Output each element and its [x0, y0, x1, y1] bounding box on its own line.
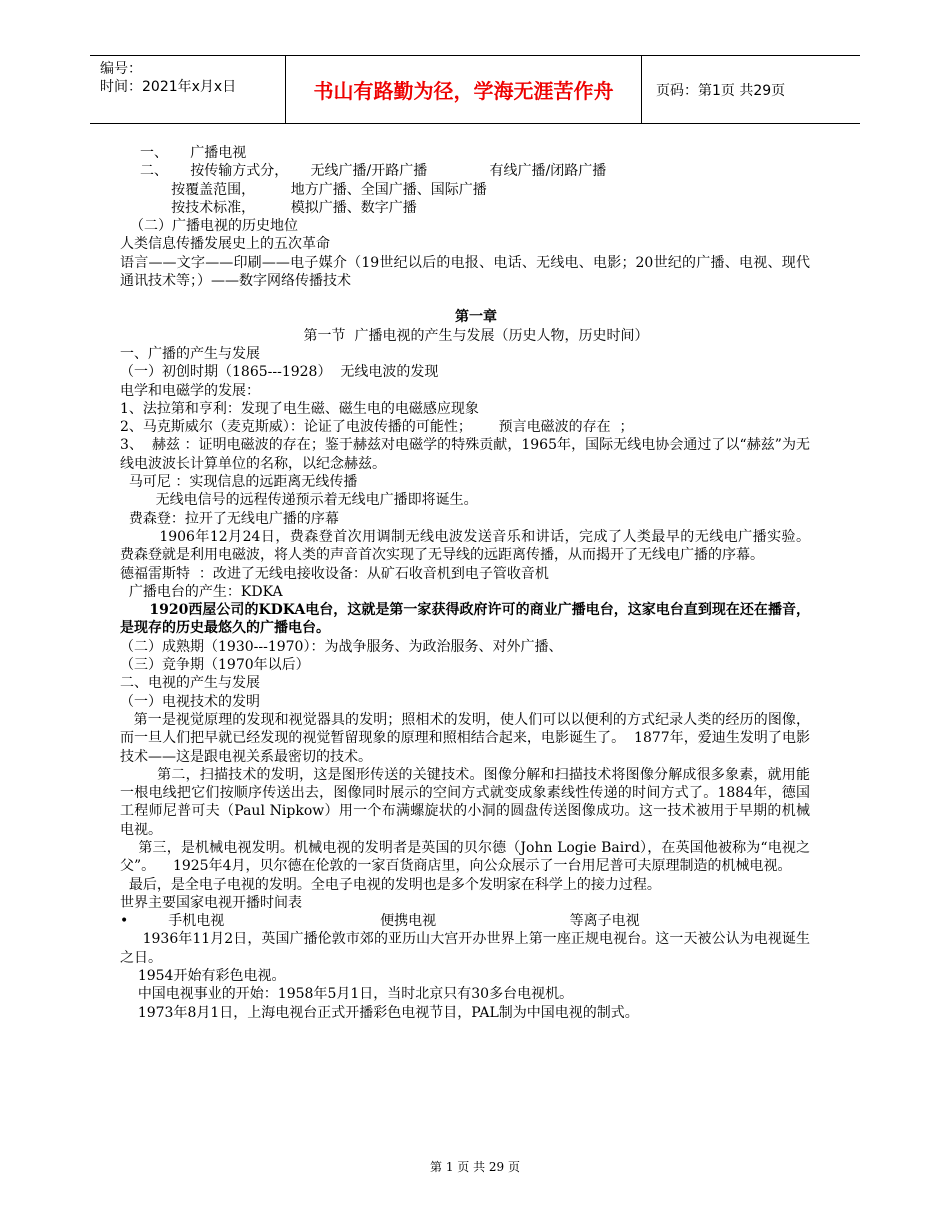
- line: 二、 按传输方式分， 无线广播/开路广播 有线广播/闭路广播: [140, 163, 607, 180]
- line: 二、电视的产生与发展: [120, 675, 260, 692]
- line: 语言——文字——印刷——电子媒介（19世纪以后的电报、电话、无线电、电影；20世纪的广播、电视、现代通讯技术等；）——数字网络传播技术: [120, 254, 810, 290]
- line: 第一是视觉原理的发现和视觉器具的发明；照相术的发明，使人们可以以便利的方式纪录人类的经历的图像，而一旦人们把早就已经发现的视觉暂留现象的原理和照相结合起来，电影诞生了。 1877年，爱迪生发明了电影技术——这是跟电视关系最密切的技术。: [120, 711, 810, 765]
- line: （二）广播电视的历史地位: [130, 218, 298, 235]
- line: （一）初创时期（1865---1928） 无线电波的发现: [120, 364, 439, 381]
- line: （三）竞争期（1970年以后）: [120, 657, 310, 674]
- line: 第二，扫描技术的发明，这是图形传送的关键技术。图像分解和扫描技术将图像分解成很多象素，就用能一根电线把它们按顺序传送出去，图像同时展示的空间方式就变成象素线性传递的时间方式了。1884年，德国工程师尼普可夫（Paul Nipkow）用一个布满螺旋状的小洞的圆盘传送图像成功。这一技术被用于早期的机械电视。: [120, 766, 810, 838]
- line: 马可尼 ：实现信息的远距离无线传播: [120, 474, 358, 491]
- line: 一、广播的产生与发展: [120, 345, 260, 362]
- line: 人类信息传播发展史上的五次革命: [120, 236, 330, 253]
- line: 一、 广播电视: [140, 145, 247, 161]
- line: 2、马克斯威尔（麦克斯威）：论证了电波传播的可能性； 预言电磁波的存在 ；: [120, 419, 634, 436]
- line: 费森登：拉开了无线电广播的序幕: [120, 510, 339, 527]
- line: 1973年8月1日，上海电视台正式开播彩色电视节目，PAL制为中国电视的制式。: [120, 1004, 639, 1021]
- line: 广播电台的产生：KDKA: [120, 583, 283, 600]
- line: （二）成熟期（1930---1970）：为战争服务、为政治服务、对外广播、: [120, 638, 563, 655]
- line: （一）电视技术的发明: [120, 693, 260, 710]
- page-footer: 第 1 页 共 29 页: [430, 1160, 520, 1174]
- line: 电学和电磁学的发展：: [120, 382, 260, 399]
- line: 1、法拉第和亨利：发现了电生磁、磁生电的电磁感应现象: [120, 400, 479, 417]
- line: 中国电视事业的开始：1958年5月1日，当时北京只有30多台电视机。: [120, 986, 574, 1003]
- line: 第三，是机械电视发明。机械电视的发明者是英国的贝尔德（John Logie Baird），在英国他被称为“电视之父”。 1925年4月，贝尔德在伦敦的一家百货商店里，向公众展示了一台用尼普可夫原理制造的机械电视。: [120, 839, 810, 875]
- line: 1920西屋公司的KDKA电台，这就是第一家获得政府许可的商业广播电台，这家电台直到现在还在播音，是现存的历史最悠久的广播电台。: [120, 602, 810, 637]
- header-page-info: 页码：第1页 共29页: [656, 82, 786, 99]
- line: 按技术标准， 模拟广播、数字广播: [140, 199, 417, 216]
- header-time: 时间：2021年x月x日: [100, 79, 237, 95]
- line: 1936年11月2日，英国广播伦敦市郊的亚历山大宫开办世界上第一座正规电视台。这一天被公认为电视诞生之日。: [120, 931, 810, 966]
- bullet-line: • 手机电视 便携电视 等离子电视: [120, 913, 640, 930]
- line: 1954开始有彩色电视。: [120, 968, 286, 985]
- line: 3、 赫兹 ：证明电磁波的存在；鉴于赫兹对电磁学的特殊贡献，1965年，国际无线电协会通过了以“赫兹”为无线电波波长计算单位的名称，以纪念赫兹。: [120, 437, 810, 472]
- chapter-title: 第一章: [455, 309, 497, 326]
- line: 按覆盖范围， 地方广播、全国广播、国际广播: [140, 181, 487, 198]
- header-motto: 书山有路勤为径，学海无涯苦作舟: [285, 56, 642, 123]
- line: 1906年12月24日，费森登首次用调制无线电波发送音乐和讲话，完成了人类最早的无线电广播实验。 费森登就是利用电磁波，将人类的声音首次实现了无导线的远距离传播，从而揭开了无线电广播的序幕。: [120, 528, 828, 564]
- header-number: 编号：: [100, 61, 142, 77]
- section-title: 第一节 广播电视的产生与发展（历史人物，历史时间）: [303, 327, 649, 344]
- line: 无线电信号的远程传递预示着无线电广播即将诞生。: [120, 492, 478, 509]
- header-meta: [100, 60, 236, 96]
- page-header: [90, 55, 860, 124]
- line: 德福雷斯特 ：改进了无线电接收设备：从矿石收音机到电子管收音机: [120, 565, 549, 582]
- line: 世界主要国家电视开播时间表: [120, 894, 302, 911]
- document-body: [120, 144, 828, 1022]
- line: 最后，是全电子电视的发明。全电子电视的发明也是多个发明家在科学上的接力过程。: [120, 876, 661, 893]
- blank-line: [140, 290, 812, 308]
